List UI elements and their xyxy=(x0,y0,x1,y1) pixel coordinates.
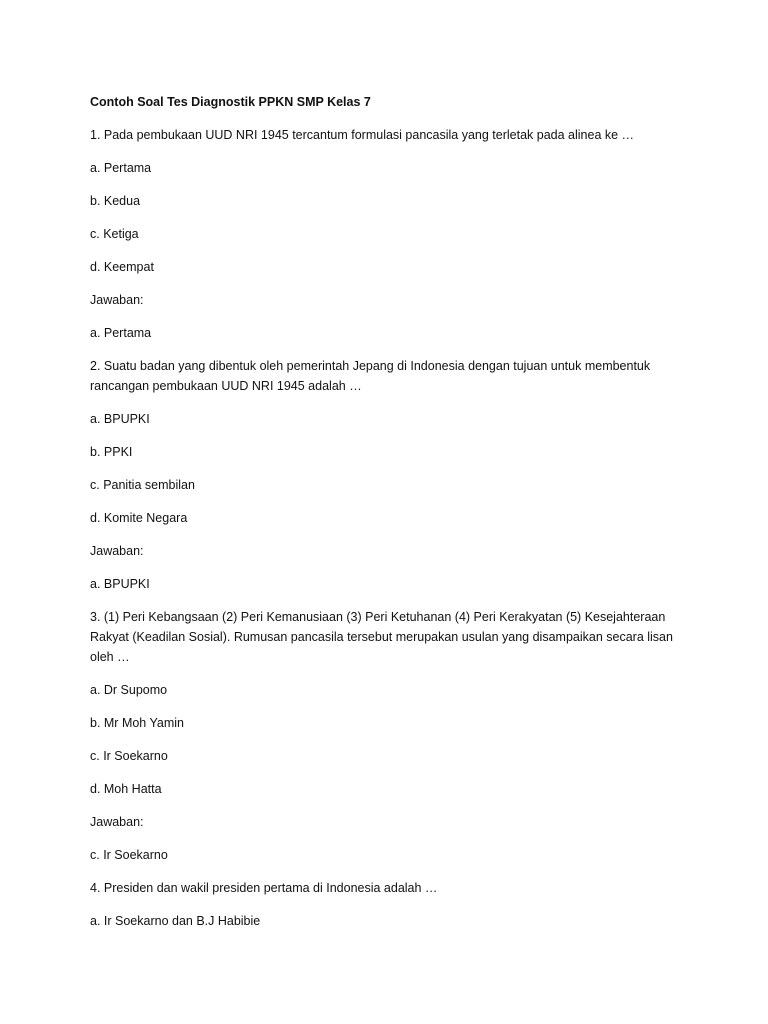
q3-option-d: d. Moh Hatta xyxy=(90,782,162,796)
q4-option-a: a. Ir Soekarno dan B.J Habibie xyxy=(90,914,261,928)
q1-option-c: c. Ketiga xyxy=(90,227,139,241)
q2-option-c: c. Panitia sembilan xyxy=(90,478,195,492)
question-2: 2. Suatu badan yang dibentuk oleh pemerintah Jepang di Indonesia dengan tujuan untuk membentuk rancangan pembukaan UUD NRI 1945 adalah … xyxy=(90,359,651,393)
q3-option-a: a. Dr Supomo xyxy=(90,683,168,697)
q1-option-b: b. Kedua xyxy=(90,194,141,208)
document-page xyxy=(90,92,680,944)
question-3: 3. (1) Peri Kebangsaan (2) Peri Kemanusiaan (3) Peri Ketuhanan (4) Peri Kerakyatan (5) Kesejahteraan Rakyat (Keadilan Sosial). Rumusan pancasila tersebut merupakan usulan yang disampaikan secara lisan oleh … xyxy=(90,610,673,664)
q3-option-b: b. Mr Moh Yamin xyxy=(90,716,185,730)
q2-answer-label: Jawaban: xyxy=(90,544,144,558)
q2-option-d: d. Komite Negara xyxy=(90,511,188,525)
q2-answer: a. BPUPKI xyxy=(90,577,150,591)
question-1: 1. Pada pembukaan UUD NRI 1945 tercantum formulasi pancasila yang terletak pada alinea ke … xyxy=(90,128,635,142)
document-title: Contoh Soal Tes Diagnostik PPKN SMP Kelas 7 xyxy=(90,95,371,109)
q3-answer: c. Ir Soekarno xyxy=(90,848,168,862)
q1-option-d: d. Keempat xyxy=(90,260,154,274)
q1-answer: a. Pertama xyxy=(90,326,152,340)
q1-option-a: a. Pertama xyxy=(90,161,152,175)
q3-answer-label: Jawaban: xyxy=(90,815,144,829)
q3-option-c: c. Ir Soekarno xyxy=(90,749,168,763)
q2-option-b: b. PPKI xyxy=(90,445,133,459)
q1-answer-label: Jawaban: xyxy=(90,293,144,307)
question-4: 4. Presiden dan wakil presiden pertama di Indonesia adalah … xyxy=(90,881,438,895)
q2-option-a: a. BPUPKI xyxy=(90,412,150,426)
